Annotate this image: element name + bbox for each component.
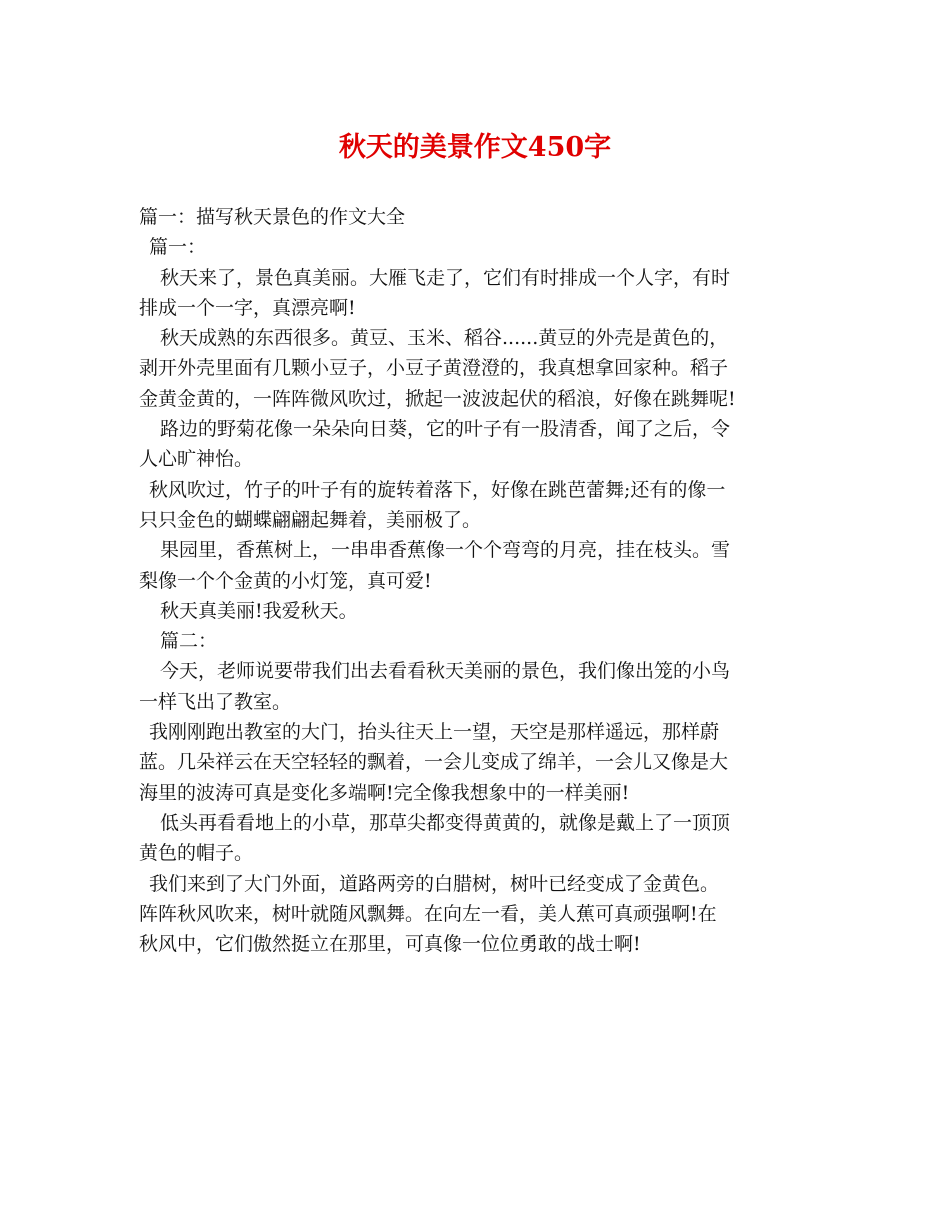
paragraph-line: 秋天真美丽!我爱秋天。: [160, 599, 358, 622]
paragraph-line: 剥开外壳里面有几颗小豆子，小豆子黄澄澄的，我真想拿回家种。稻子: [139, 357, 729, 380]
paragraph-line: 我们来到了大门外面，道路两旁的白腊树，树叶已经变成了金黄色。: [149, 872, 720, 895]
document-title: 秋天的美景作文450字: [338, 132, 612, 163]
document-body: [139, 202, 819, 959]
paragraph-line: 蓝。几朵祥云在天空轻轻的飘着，一会儿变成了绵羊，一会儿又像是大: [139, 751, 729, 774]
paragraph-line: 黄色的帽子。: [139, 842, 254, 865]
paragraph-line: 一样飞出了教室。: [139, 690, 292, 713]
paragraph-line: 秋天成熟的东西很多。黄豆、玉米、稻谷......黄豆的外壳是黄色的，: [160, 327, 729, 350]
paragraph-line: 我刚刚跑出教室的大门，抬头往天上一望，天空是那样遥远，那样蔚: [149, 721, 720, 744]
paragraph-line: 阵阵秋风吹来，树叶就随风飘舞。在向左一看，美人蕉可真顽强啊!在: [139, 902, 717, 925]
paragraph-line: 低头再看看地上的小草，那草尖都变得黄黄的，就像是戴上了一顶顶: [160, 811, 731, 834]
paragraph-line: 路边的野菊花像一朵朵向日葵，它的叶子有一股清香，闻了之后，令: [160, 418, 731, 441]
paragraph-line: 海里的波涛可真是变化多端啊!完全像我想象中的一样美丽!: [139, 781, 630, 804]
paragraph-line: 秋风吹过，竹子的叶子有的旋转着落下，好像在跳芭蕾舞;还有的像一: [149, 478, 726, 501]
paragraph-line: 今天，老师说要带我们出去看看秋天美丽的景色，我们像出笼的小鸟: [160, 660, 731, 683]
sub-heading: 篇一：: [149, 236, 207, 259]
section-heading: 篇一：描写秋天景色的作文大全: [139, 206, 406, 228]
paragraph-line: 梨像一个个金黄的小灯笼，真可爱!: [139, 569, 432, 592]
paragraph-line: 人心旷神怡。: [139, 448, 254, 471]
paragraph-line: 果园里，香蕉树上，一串串香蕉像一个个弯弯的月亮，挂在枝头。雪: [160, 539, 731, 562]
paragraph-line: 只只金色的蝴蝶翩翩起舞着，美丽极了。: [139, 508, 482, 531]
paragraph-line: 秋天来了，景色真美丽。大雁飞走了，它们有时排成一个人字，有时: [160, 266, 731, 289]
paragraph-line: 秋风中，它们傲然挺立在那里，可真像一位位勇敢的战士啊!: [139, 933, 641, 956]
sub-heading: 篇二：: [160, 630, 218, 653]
paragraph-line: 金黄金黄的，一阵阵微风吹过，掀起一波波起伏的稻浪，好像在跳舞呢!: [139, 387, 736, 410]
paragraph-line: 排成一个一字，真漂亮啊!: [139, 296, 356, 319]
